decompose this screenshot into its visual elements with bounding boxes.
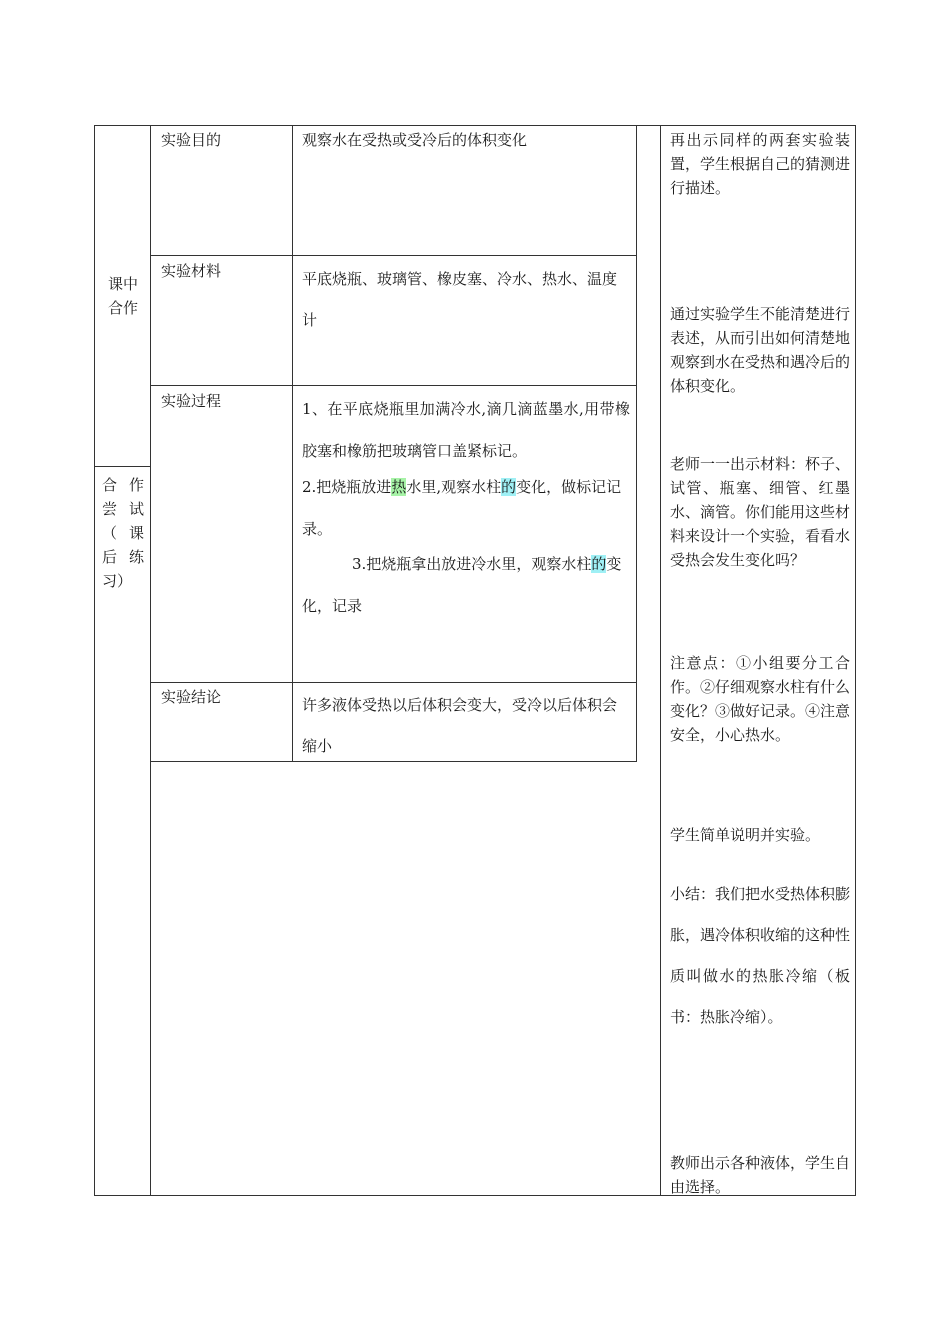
experiment-materials-text: 平底烧瓶、玻璃管、橡皮塞、冷水、热水、温度计 xyxy=(302,270,618,329)
highlight-mark: 的 xyxy=(591,555,607,573)
right-note-3: 老师一一出示材料：杯子、试管、瓶塞、细管、红墨水、滴管。你们能用这些材料来设计一个实验，看看水受热会发生变化吗？ xyxy=(670,455,851,569)
experiment-step-3: 3.把烧瓶拿出放进冷水里，观察水柱的变化，记录 xyxy=(302,555,622,615)
experiment-row-divider xyxy=(150,385,637,386)
right-note-1: 再出示同样的两套实验装置，学生根据自己的猜测进行描述。 xyxy=(670,131,851,197)
section-label-class-cooperation: 课中合作 xyxy=(107,275,138,317)
column-divider xyxy=(660,125,661,1196)
experiment-process-label: 实验过程 xyxy=(161,392,222,410)
highlight-mark: 的 xyxy=(501,478,517,496)
experiment-column-divider xyxy=(292,125,293,762)
experiment-step-1: 1、在平底烧瓶里加满冷水,滴几滴蓝墨水,用带橡胶塞和橡筋把玻璃管口盖紧标记。 xyxy=(302,400,630,460)
highlight-mark: 热 xyxy=(391,478,407,496)
experiment-step-2: 2.把烧瓶放进热水里,观察水柱的变化，做标记记录。 xyxy=(302,478,622,538)
right-note-4: 注意点：①小组要分工合作。②仔细观察水柱有什么变化？③做好记录。④注意安全，小心热水。 xyxy=(670,654,851,744)
experiment-purpose-text: 观察水在受热或受冷后的体积变化 xyxy=(302,131,528,149)
right-note-5: 学生简单说明并实验。 xyxy=(670,826,821,844)
experiment-row-divider xyxy=(150,682,637,683)
section-label-practice: 合作尝试（课后练习） xyxy=(102,476,144,590)
experiment-materials-label: 实验材料 xyxy=(161,262,222,280)
right-note-7: 教师出示各种液体，学生自由选择。 xyxy=(670,1154,851,1196)
experiment-purpose-label: 实验目的 xyxy=(161,131,222,149)
right-note-6: 小结：我们把水受热体积膨胀，遇冷体积收缩的这种性质叫做水的热胀冷缩（板书：热胀冷缩）。 xyxy=(670,885,851,1026)
section-divider xyxy=(94,466,150,467)
experiment-conclusion-text: 许多液体受热以后体积会变大，受冷以后体积会缩小 xyxy=(302,696,618,755)
experiment-conclusion-label: 实验结论 xyxy=(161,688,222,706)
right-note-2: 通过实验学生不能清楚进行表述，从而引出如何清楚地观察到水在受热和遇冷后的体积变化。 xyxy=(670,305,851,395)
experiment-row-divider xyxy=(150,255,637,256)
